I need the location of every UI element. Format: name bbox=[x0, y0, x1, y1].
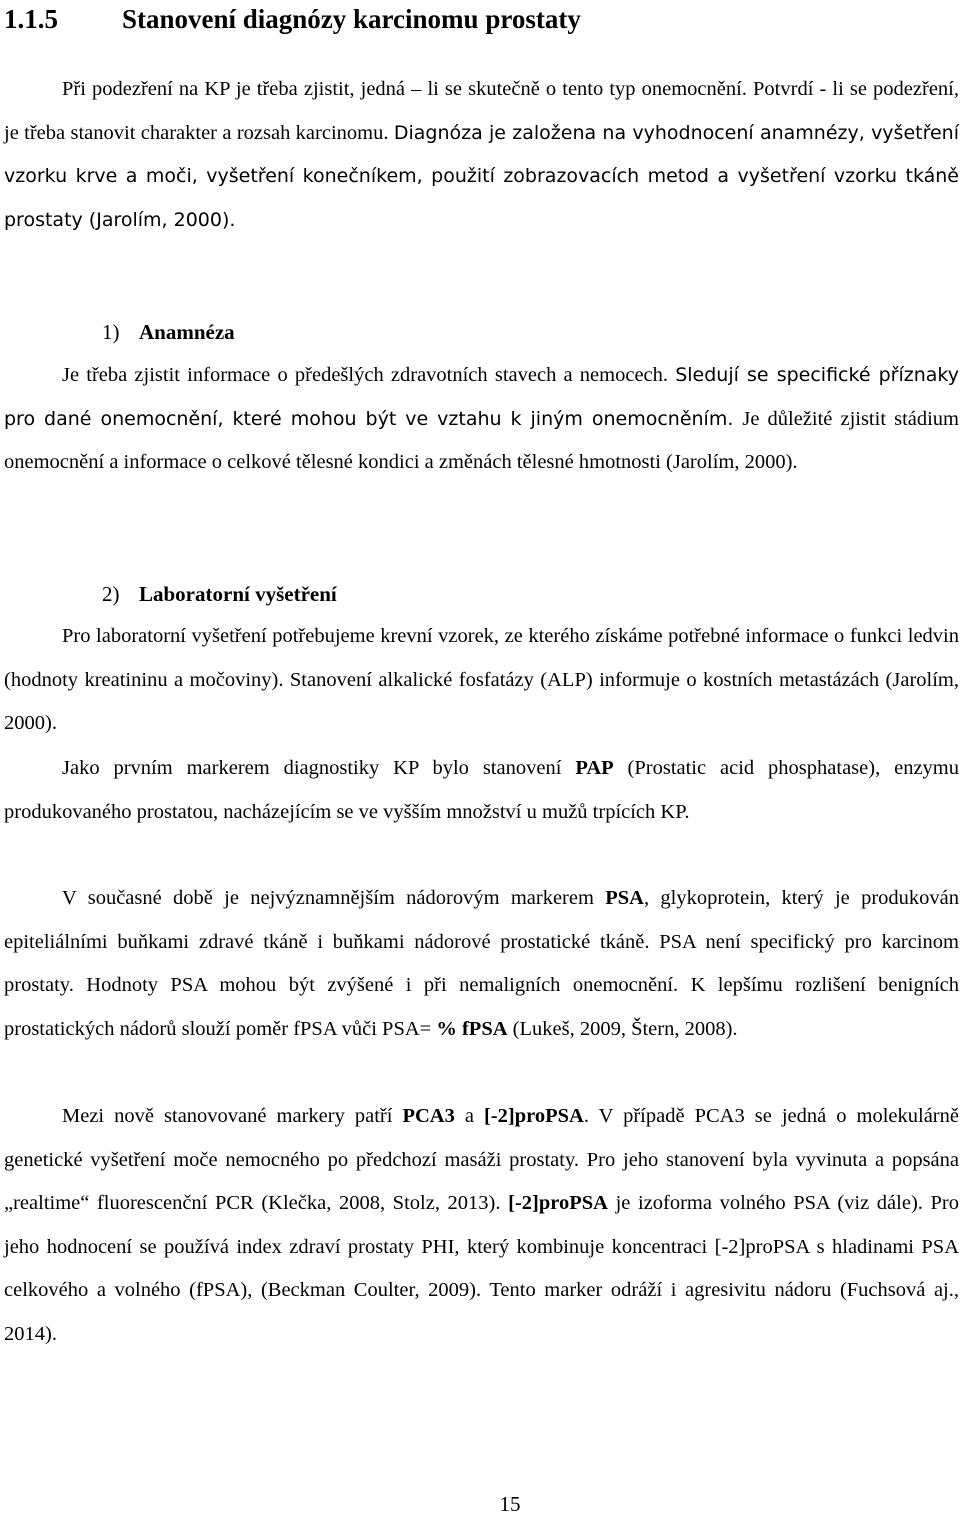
anamneza-title: Anamnéza bbox=[139, 320, 235, 344]
lab-p4-text-g: je izoforma volného PSA (viz dále). Pro jeho hodnocení se používá index zdraví prostaty PHI, který kombinuje koncentraci [-2]proPSA s hladinami PSA celkového a volného (fPSA), (Beckman Coulter, 2009). Tento marker odráží i agresivitu nádoru (Fuchsová aj., 2014). bbox=[4, 1192, 959, 1345]
section-title: Stanovení diagnózy karcinomu prostaty bbox=[122, 4, 581, 34]
lab-p3-text-c: , glykoprotein, který je produkován epiteliálními buňkami zdravé tkáně i buňkami nádorové prostatické tkáně. PSA není specifický pro karcinom prostaty. Hodnoty PSA mohou být zvýšené i při nemaligních onemocnění. K lepšímu rozlišení benigních prostatických nádorů slouží poměr fPSA vůči PSA= bbox=[4, 887, 959, 1040]
fpsa-term: % fPSA bbox=[436, 1017, 508, 1040]
anamneza-heading bbox=[102, 317, 235, 347]
anamneza-paragraph bbox=[4, 354, 959, 485]
propsa-term-2: [-2]proPSA bbox=[508, 1192, 608, 1214]
lab-paragraph-4 bbox=[4, 1095, 959, 1356]
lab-p4-text-a: Mezi nově stanovované markery patří bbox=[62, 1105, 403, 1127]
lab-paragraph-1: Pro laboratorní vyšetření potřebujeme krevní vzorek, ze kterého získáme potřebné informace o funkci ledvin (hodnoty kreatininu a močoviny). Stanovení alkalické fosfatázy (ALP) informuje o kostních metastázách (Jarolím, 2000). bbox=[4, 625, 959, 734]
lab-p3-text-a: V současné době je nejvýznamnějším nádorovým markerem bbox=[62, 887, 606, 909]
intro-text-part1: Při podezření na KP je třeba zjistit, jedná – li se skutečně o tento typ onemocnění. Potvrdí - li se podezření, je třeba stanovit charakter a rozsah karcinomu. bbox=[4, 78, 959, 144]
lab-p3-text-e: (Lukeš, 2009, Štern, 2008). bbox=[507, 1017, 738, 1040]
propsa-term: [-2]proPSA bbox=[483, 1105, 584, 1127]
pap-term: PAP bbox=[575, 757, 614, 779]
lab-p2-text-a: Jako prvním markerem diagnostiky KP bylo stanovení bbox=[62, 757, 576, 779]
section-number: 1.1.5 bbox=[4, 4, 58, 34]
anamneza-text-3: Je důležité zjistit stádium onemocnění a informace o celkové tělesné kondici a změnách tělesné hmotnosti (Jarolím, 2000). bbox=[4, 407, 960, 473]
psa-term: PSA bbox=[605, 887, 644, 909]
page-number: 15 bbox=[499, 1492, 521, 1516]
intro-paragraph bbox=[4, 68, 959, 242]
lab-p2-text-c: (Prostatic acid phosphatase), enzymu produkovaného prostatou, nacházejícím se ve vyšším množství u mužů trpících KP. bbox=[4, 757, 959, 823]
section-heading bbox=[4, 2, 581, 36]
lab-number: 2) bbox=[102, 582, 120, 606]
pca3-term: PCA3 bbox=[402, 1105, 455, 1127]
lab-heading bbox=[102, 579, 337, 609]
anamneza-number: 1) bbox=[102, 320, 120, 344]
anamneza-text-1: Je třeba zjistit informace o předešlých zdravotních stavech a nemocech. bbox=[62, 364, 676, 386]
intro-text-part2: Diagnóza je založena na vyhodnocení anamnézy, vyšetření vzorku krve a moči, vyšetření konečníkem, použití zobrazovacích metod a vyšetření vzorku tkáně prostaty (Jarolím, 2000). bbox=[4, 121, 959, 231]
lab-p4-text-c: a bbox=[454, 1105, 484, 1127]
anamneza-text-2: Sledují se specifické příznaky pro dané onemocnění, které mohou být ve vztahu k jiným onemocněním. bbox=[4, 364, 959, 430]
lab-p4-text-e: . V případě PCA3 se jedná o molekulárně genetické vyšetření moče nemocného po předchozí masáži prostaty. Pro jeho stanovení byla vyvinuta a popsána „realtime“ fluorescenční PCR (Klečka, 2008, Stolz, 2013). bbox=[4, 1105, 959, 1214]
lab-title: Laboratorní vyšetření bbox=[139, 582, 337, 606]
lab-paragraph-3 bbox=[4, 877, 959, 1051]
lab-paragraph-2 bbox=[4, 747, 959, 834]
